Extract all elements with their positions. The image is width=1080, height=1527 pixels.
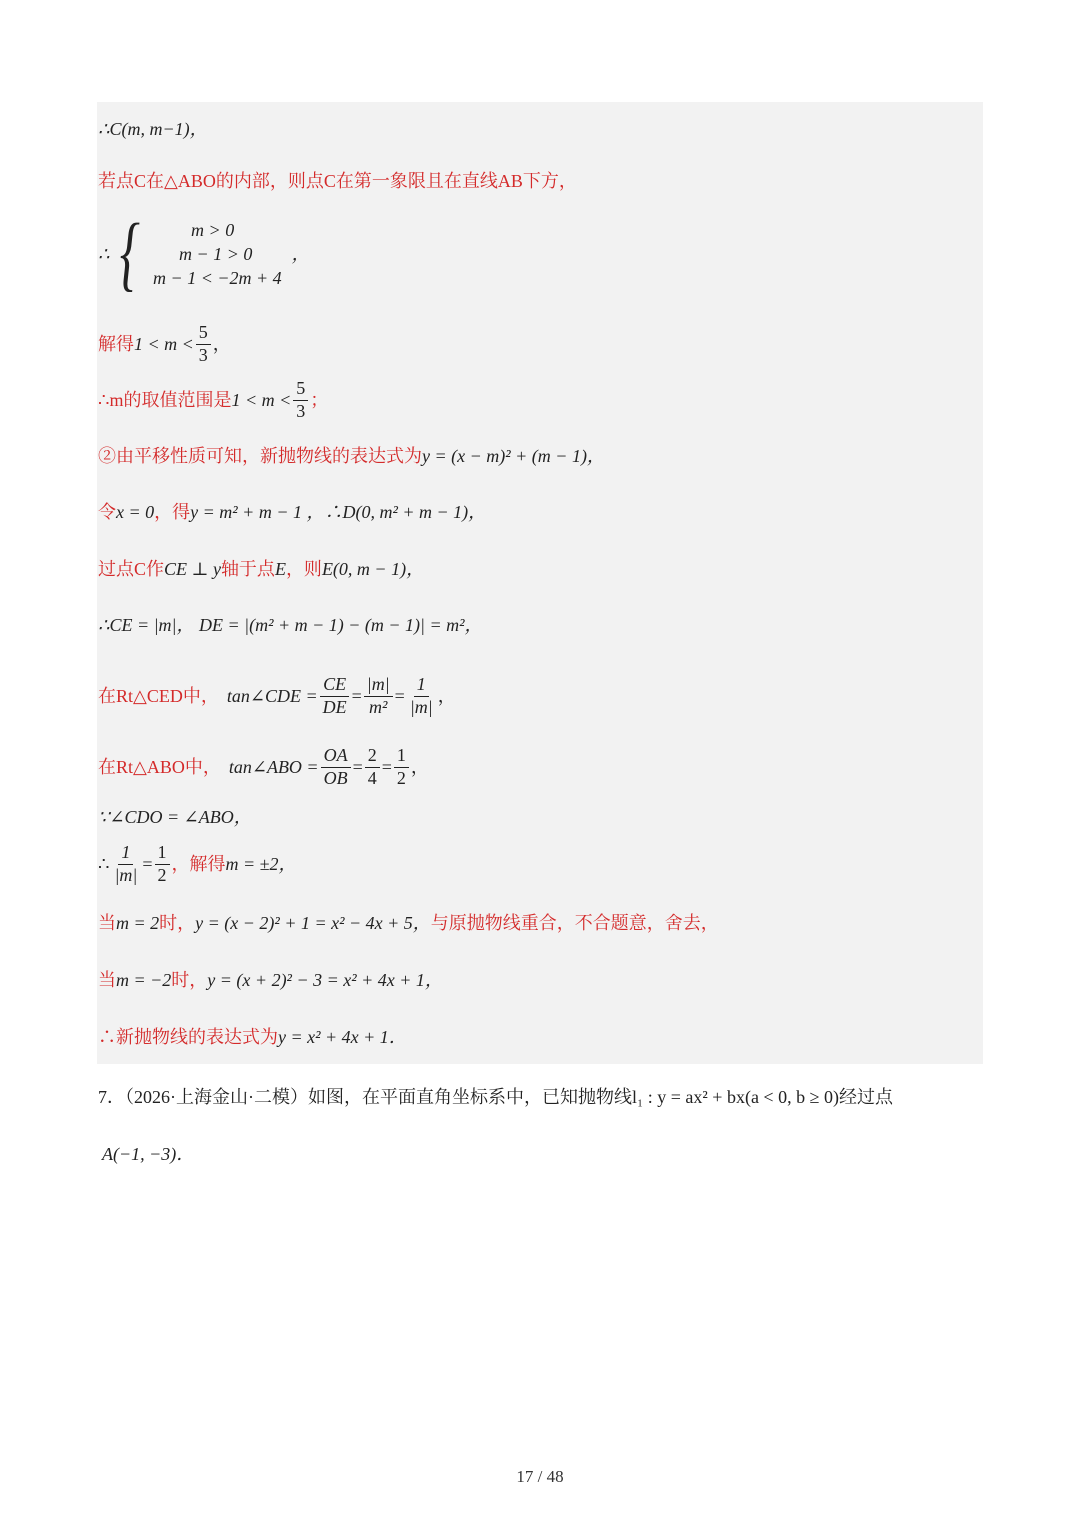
- fraction: $\frac{1}{|m|}$: [114, 842, 138, 885]
- fraction: $\frac{1}{|m|}$: [409, 674, 433, 717]
- solution-line-7: 令 x = 0 ，得 y = m² + m − 1 ，∴D(0, m² + m − 1)，: [98, 502, 487, 522]
- system-row-3: m − 1 < −2m + 4: [153, 268, 282, 288]
- solution-line-2: 若点C在△ABO的内部，则点C在第一象限且在直线AB下方，: [98, 171, 577, 191]
- fraction: $\frac{1}{2}$: [394, 745, 409, 789]
- question-7-point: A(−1, −3)．: [102, 1144, 195, 1164]
- system-row-1: m > 0: [191, 220, 235, 240]
- solution-line-5: ∴m的取值范围是 1 < m < $\frac{5}{3}$ ；: [98, 378, 329, 421]
- page-number: 17 / 48: [516, 1467, 564, 1486]
- solution-line-8: 过点C作 CE ⊥ y 轴于点 E ，则 E(0, m − 1)，: [98, 559, 425, 579]
- fraction: $\frac{1}{2}$: [155, 842, 170, 886]
- fraction: $\frac{5}{3}$: [293, 378, 308, 422]
- question-7-stem: 7．（2026·上海金山·二模）如图，在平面直角坐标系中，已知抛物线l₁ : y = ax² + bx(a < 0, b ≥ 0)经过点: [98, 1087, 893, 1107]
- solution-line-10: 在Rt△CED中， tan∠CDE = $\frac{CE}{DE}$ = $\frac{|m|}{\text{m²}}$ = $\frac{1}{|m|}$ ，: [98, 674, 456, 717]
- fraction: $\frac{5}{3}$: [196, 322, 211, 366]
- solution-line-16: ∴新抛物线的表达式为 y = x² + 4x + 1．: [98, 1027, 407, 1047]
- solution-line-9: ∴CE = |m|， DE = |(m² + m − 1) − (m − 1)| = m²，: [98, 615, 483, 635]
- solution-line-4: 解得 1 < m < $\frac{5}{3}$ ，: [98, 322, 231, 365]
- left-brace-icon: {: [120, 207, 141, 300]
- solution-line-15: 当 m = −2 时， y = (x + 2)² − 3 = x² + 4x + 1，: [98, 970, 443, 990]
- solution-line-13: ∴ $\frac{1}{|m|}$ = $\frac{1}{2}$ ，解得 m = ±2，: [98, 842, 297, 885]
- system-row-2: m − 1 > 0: [179, 244, 253, 264]
- solution-line-1: ∴C(m, m−1)，: [98, 119, 208, 139]
- solution-line-14: 当 m = 2 时， y = (x − 2)² + 1 = x² − 4x + 5， 与原抛物线重合，不合题意，舍去，: [98, 913, 719, 933]
- solution-line-11: 在Rt△ABO中， tan∠ABO = $\frac{OA}{OB}$ = $\frac{2}{4}$ = $\frac{1}{2}$ ，: [98, 745, 429, 788]
- fraction: $\frac{OA}{OB}$: [321, 745, 351, 789]
- fraction: $\frac{2}{4}$: [365, 745, 380, 789]
- fraction: $\frac{CE}{DE}$: [320, 674, 350, 718]
- inequality-system: ∴ { m > 0 m − 1 > 0 m − 1 < −2m + 4 ，: [98, 207, 310, 300]
- fraction: $\frac{|m|}{\text{m²}}$: [364, 674, 393, 718]
- solution-line-12: ∵∠CDO = ∠ABO，: [98, 807, 252, 827]
- solution-line-6: ②由平移性质可知，新抛物线的表达式为 y = (x − m)² + (m − 1)，: [98, 446, 605, 466]
